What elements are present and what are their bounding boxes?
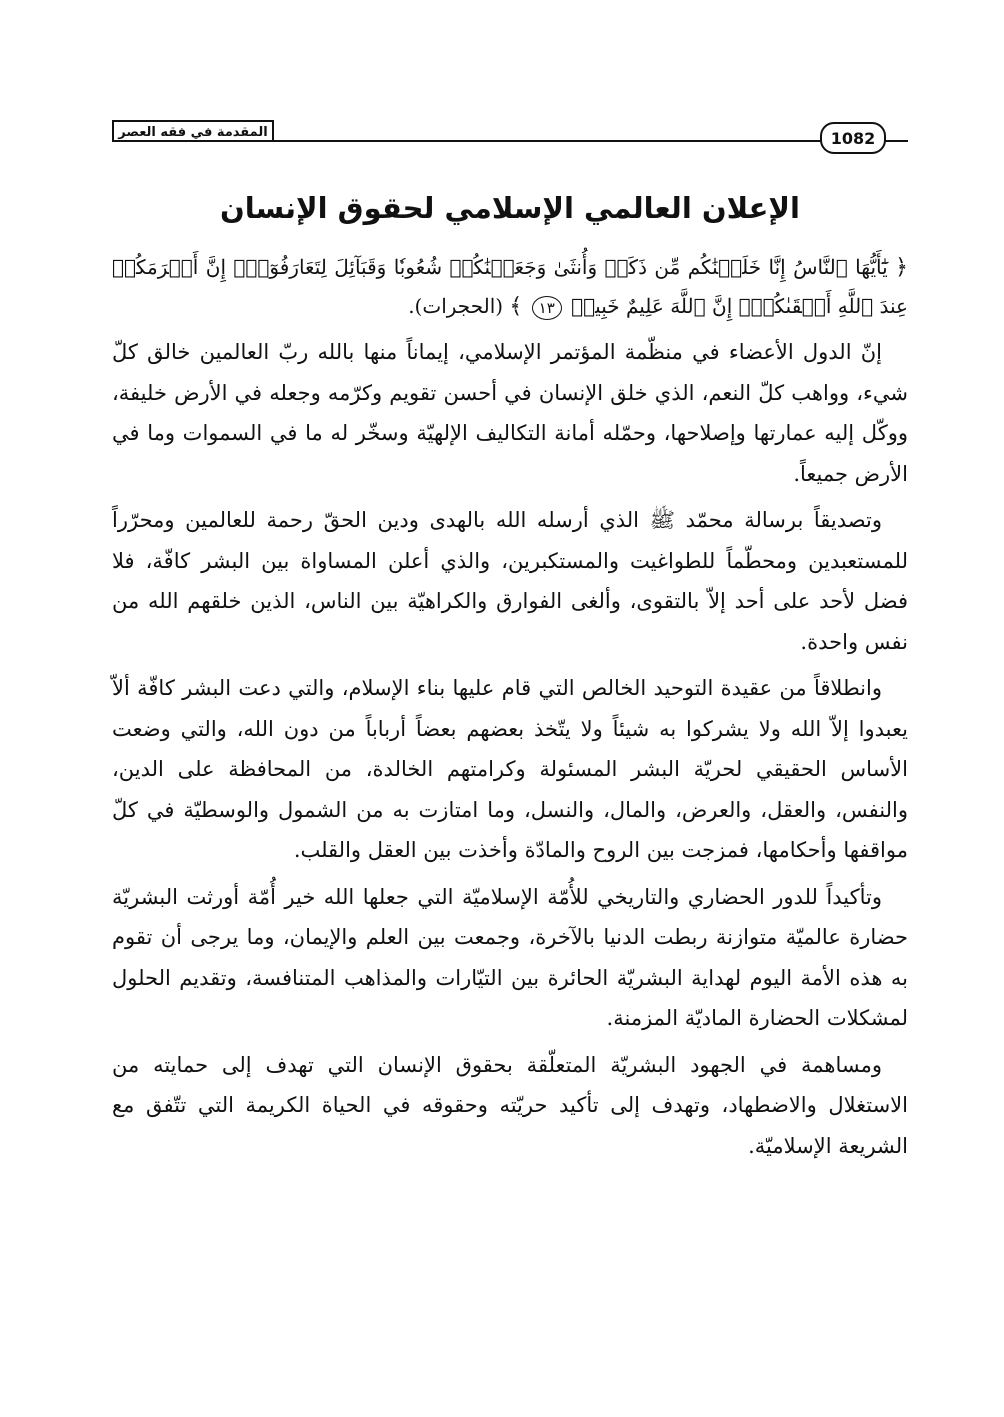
page-number: 1082	[820, 122, 886, 154]
verse-close-bracket: ﴾	[509, 294, 523, 319]
book-title-box	[112, 120, 274, 142]
paragraph: وتأكيداً للدور الحضاري والتاريخي للأُمّة الإسلاميّة التي جعلها الله خير أُمّة أورثت البشريّة حضارة عالميّة متوازنة ربطت الدنيا بالآخرة، وجمعت بين العلم والإيمان، وما يرجى أن تقوم به هذه الأمة اليوم لهداية البشريّة الحائرة بين التيّارات والمذاهب المتنافسة، وتقديم الحلول لمشكلات الحضارة الماديّة المزمنة.	[112, 884, 908, 1030]
book-title: المقدمة في فقه العصر	[118, 124, 268, 140]
verse-open-bracket: ﴿	[895, 255, 908, 280]
paragraph: إنّ الدول الأعضاء في منظّمة المؤتمر الإسلامي، إيماناً منها بالله ربّ العالمين خالق كلّ شيء، وواهب كلّ النعم، الذي خلق الإنسان في أحسن تقويم وكرّمه وجعله في الأرض خليفة، ووكّل إليه عمارتها وإصلاحها، وحمّله أمانة التكاليف الإلهيّة وسخّر له ما في السموات وما في الأرض جميعاً.	[112, 340, 908, 486]
verse-source: (الحجرات).	[408, 294, 504, 318]
verse-text: يَٰٓأَيُّهَا ٱلنَّاسُ إِنَّا خَلَقۡنَٰكُم مِّن ذَكَرٖ وَأُنثَىٰ وَجَعَلۡنَٰكُمۡ شُعُوبٗا وَقَبَآئِلَ لِتَعَارَفُوٓاْۚ إِنَّ أَكۡرَمَكُمۡ عِندَ ٱللَّهِ أَتۡقَىٰكُمۡۚ إِنَّ ٱللَّهَ عَلِيمٌ خَبِيرٞ	[112, 255, 908, 318]
ayah-number-badge: ١٣	[532, 296, 562, 320]
document-body	[112, 248, 908, 1166]
page-title: الإعلان العالمي الإسلامي لحقوق الإنسان	[220, 191, 800, 225]
paragraph: وتصديقاً برسالة محمّد ﷺ الذي أرسله الله بالهدى ودين الحقّ رحمة للعالمين ومحرّراً للمستعبدين ومحطّماً للطواغيت والمستكبرين، والذي أعلن المساواة بين البشر كافّة، فلا فضل لأحد على أحد إلاّ بالتقوى، وألغى الفوارق والكراهيّة بين الناس، الذين خلقهم الله من نفس واحدة.	[112, 508, 908, 654]
paragraph: وانطلاقاً من عقيدة التوحيد الخالص التي قام عليها بناء الإسلام، والتي دعت البشر كافّة ألاّ يعبدوا إلاّ الله ولا يشركوا به شيئاً ولا يتّخذ بعضهم بعضاً أرباباً من دون الله، والتي وضعت الأساس الحقيقي لحريّة البشر المسئولة وكرامتهم الخالدة، من المحافظة على الدين، والنفس، والعقل، والعرض، والمال، والنسل، وما امتازت به من الشمول والوسطيّة في كلّ مواقفها وأحكامها، فمزجت بين الروح والمادّة وأخذت بين العقل والقلب.	[112, 676, 908, 862]
paragraph: ومساهمة في الجهود البشريّة المتعلّقة بحقوق الإنسان التي تهدف إلى حمايته من الاستغلال والاضطهاد، وتهدف إلى تأكيد حريّته وحقوقه في الحياة الكريمة التي تتّفق مع الشريعة الإسلاميّة.	[112, 1052, 908, 1158]
quran-verse	[112, 248, 908, 326]
